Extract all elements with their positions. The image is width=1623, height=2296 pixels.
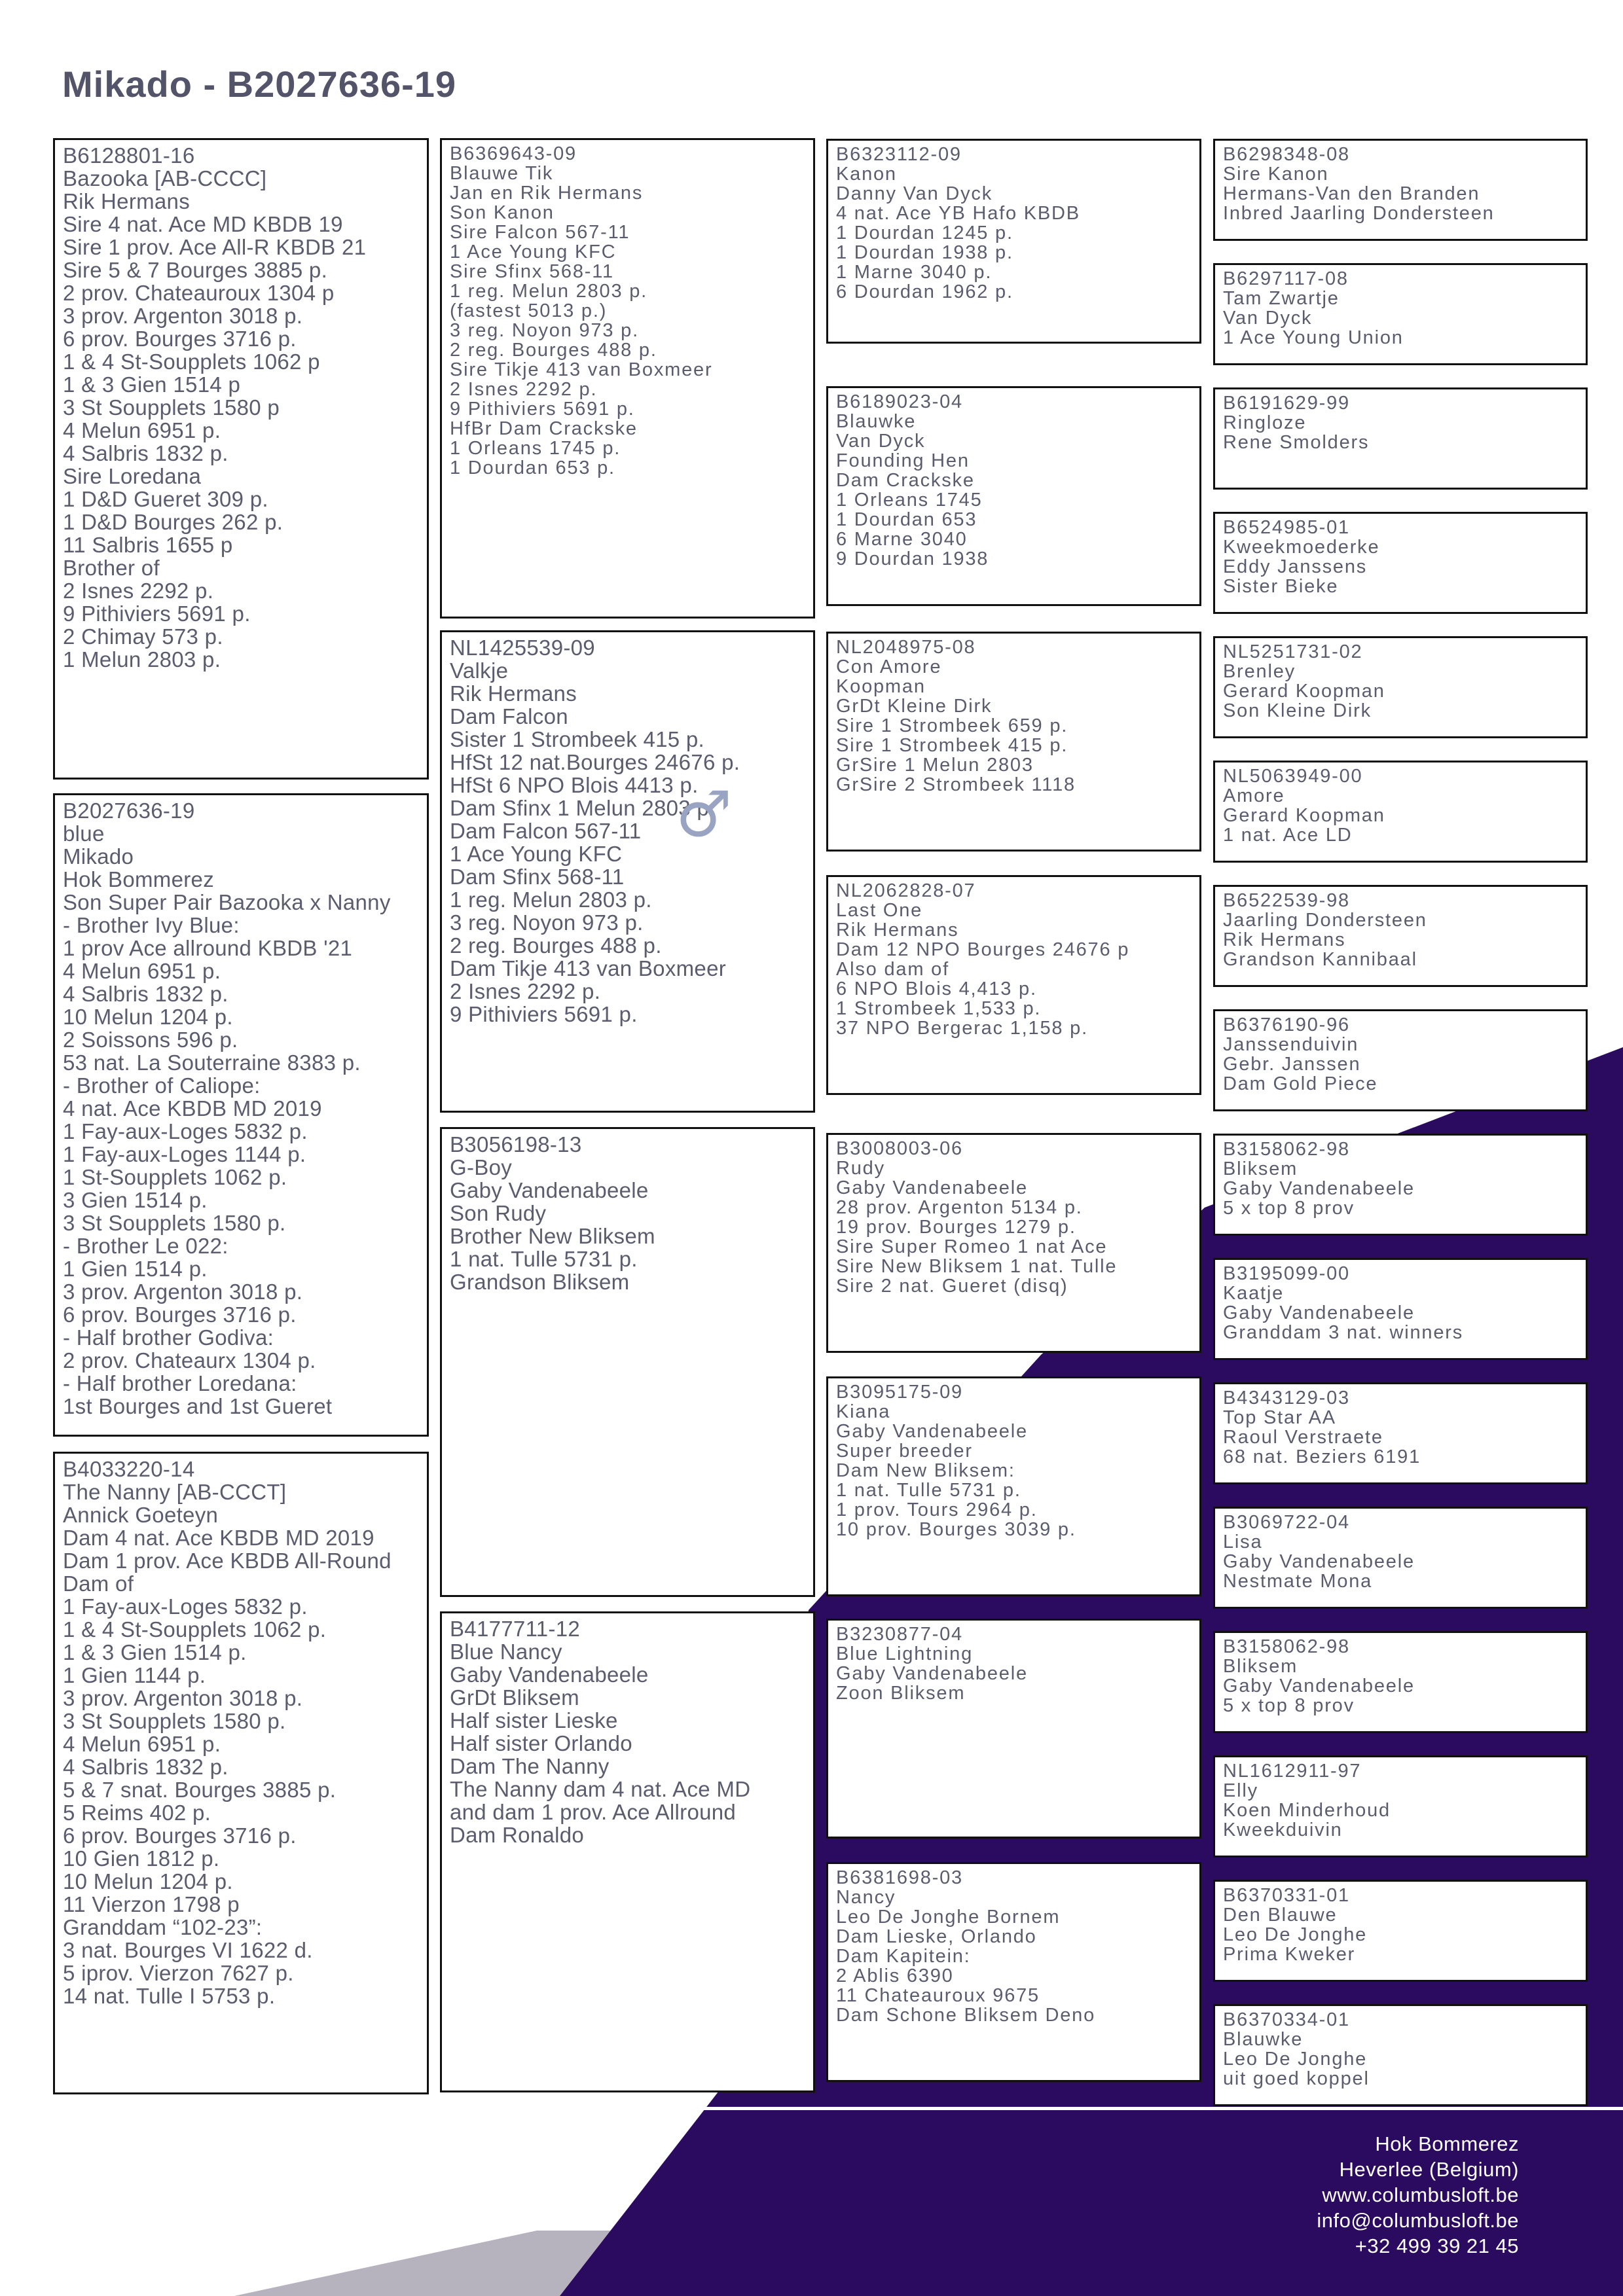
- pedigree-line: 4 Melun 6951 p.: [63, 959, 221, 983]
- pedigree-line: Sire New Bliksem 1 nat. Tulle: [836, 1256, 1118, 1277]
- ring-number: B6369643-09: [450, 143, 577, 164]
- pedigree-line: Rik Hermans: [1223, 929, 1346, 950]
- pedigree-box-B6376190-96: [1213, 1009, 1588, 1111]
- pedigree-line: Grandson Kannibaal: [1223, 949, 1417, 970]
- pedigree-line: Amore: [1223, 785, 1285, 806]
- pedigree-line: Top Star AA: [1223, 1407, 1336, 1428]
- pedigree-line: 1 Strombeek 1,533 p.: [836, 998, 1042, 1019]
- pedigree-line: 3 prov. Argenton 3018 p.: [63, 304, 303, 328]
- pedigree-line: Elly: [1223, 1780, 1258, 1801]
- footer-email: info@columbusloft.be: [1317, 2209, 1519, 2232]
- pedigree-line: 1 Orleans 1745: [836, 490, 983, 511]
- pedigree-line: 6 Marne 3040: [836, 529, 968, 550]
- pedigree-line: Gaby Vandenabeele: [836, 1421, 1028, 1442]
- pedigree-line: Kanon: [836, 164, 897, 185]
- pedigree-line: Mikado: [63, 844, 134, 869]
- pedigree-line: 1 & 4 St-Soupplets 1062 p.: [63, 1617, 327, 1641]
- pedigree-line: (fastest 5013 p.): [450, 300, 608, 321]
- footer-divider-line: [661, 2107, 1623, 2110]
- pedigree-line: Son Super Pair Bazooka x Nanny: [63, 890, 391, 914]
- pedigree-line: Koen Minderhoud: [1223, 1800, 1391, 1821]
- pedigree-line: blue: [63, 821, 105, 846]
- pedigree-line: 3 St Soupplets 1580 p.: [63, 1709, 286, 1733]
- pedigree-line: GrSire 1 Melun 2803: [836, 755, 1034, 776]
- pedigree-line: Janssenduivin: [1223, 1034, 1359, 1055]
- pedigree-box-B6128801-16: [53, 138, 429, 780]
- pedigree-line: 1 Dourdan 1938 p.: [836, 242, 1013, 263]
- pedigree-line: Dam Sfinx 568-11: [450, 865, 625, 889]
- pedigree-line: Gaby Vandenabeele: [1223, 1178, 1415, 1199]
- pedigree-line: Dam 4 nat. Ace KBDB MD 2019: [63, 1526, 374, 1550]
- ring-number: B6376190-96: [1223, 1014, 1350, 1035]
- pedigree-line: 1 nat. Ace LD: [1223, 825, 1353, 846]
- pedigree-box-B6191629-99: [1213, 387, 1588, 490]
- pedigree-line: Blauwke: [1223, 2029, 1304, 2050]
- pedigree-line: Brother New Bliksem: [450, 1224, 655, 1248]
- pedigree-line: Dam The Nanny: [450, 1754, 610, 1778]
- pedigree-line: 2 reg. Bourges 488 p.: [450, 340, 657, 361]
- ring-number: B6524985-01: [1223, 517, 1350, 538]
- pedigree-line: Dam Ronaldo: [450, 1823, 585, 1847]
- pedigree-line: Jaarling Dondersteen: [1223, 910, 1427, 931]
- pedigree-line: Dam Kapitein:: [836, 1946, 971, 1967]
- ring-number: B3069722-04: [1223, 1512, 1350, 1533]
- pedigree-line: G-Boy: [450, 1155, 513, 1179]
- ring-number: B6381698-03: [836, 1867, 963, 1888]
- pedigree-line: Rik Hermans: [63, 189, 191, 213]
- pedigree-line: Son Kleine Dirk: [1223, 700, 1372, 721]
- pedigree-line: 37 NPO Bergerac 1,158 p.: [836, 1018, 1088, 1039]
- pedigree-line: 3 St Soupplets 1580 p: [63, 395, 280, 420]
- pedigree-line: Con Amore: [836, 656, 942, 677]
- pedigree-line: Gaby Vandenabeele: [1223, 1676, 1415, 1696]
- pedigree-line: - Half brother Godiva:: [63, 1325, 274, 1350]
- pedigree-line: Sire Falcon 567-11: [450, 222, 630, 243]
- pedigree-line: Dam Crackske: [836, 470, 975, 491]
- ring-number: B4033220-14: [63, 1457, 195, 1481]
- pedigree-line: 1 & 3 Gien 1514 p.: [63, 1640, 247, 1664]
- pedigree-line: - Brother of Caliope:: [63, 1073, 261, 1098]
- pedigree-line: 3 Gien 1514 p.: [63, 1188, 208, 1212]
- pedigree-line: 28 prov. Argenton 5134 p.: [836, 1197, 1083, 1218]
- footer-phone: +32 499 39 21 45: [1355, 2234, 1519, 2257]
- pedigree-line: Rene Smolders: [1223, 432, 1370, 453]
- pedigree-line: 4 Salbris 1832 p.: [63, 1755, 228, 1779]
- pedigree-line: Dam Tikje 413 van Boxmeer: [450, 956, 727, 980]
- pedigree-line: Son Kanon: [450, 202, 555, 223]
- pedigree-line: GrDt Kleine Dirk: [836, 696, 993, 717]
- pedigree-box-B6298348-08: [1213, 139, 1588, 241]
- pedigree-line: Dam Sfinx 1 Melun 2803 p.: [450, 796, 716, 820]
- pedigree-box-B3056198-13: [440, 1127, 815, 1597]
- pedigree-line: 10 Melun 1204 p.: [63, 1005, 233, 1029]
- pedigree-line: 3 reg. Noyon 973 p.: [450, 320, 639, 341]
- pedigree-line: Sire Kanon: [1223, 164, 1329, 185]
- pedigree-line: Gerard Koopman: [1223, 681, 1385, 702]
- ring-number: B6323112-09: [836, 144, 962, 165]
- pedigree-line: Danny Van Dyck: [836, 183, 993, 204]
- pedigree-line: 1 Orleans 1745 p.: [450, 438, 621, 459]
- pedigree-line: Sire Super Romeo 1 nat Ace: [836, 1236, 1108, 1257]
- pedigree-line: 1 prov. Tours 2964 p.: [836, 1499, 1038, 1520]
- pedigree-line: Gebr. Janssen: [1223, 1054, 1361, 1075]
- pedigree-line: Dam Schone Bliksem Deno: [836, 2005, 1095, 2026]
- pedigree-line: 11 Salbris 1655 p: [63, 533, 233, 557]
- pedigree-line: Bazooka [AB-CCCC]: [63, 166, 267, 190]
- pedigree-line: Gaby Vandenabeele: [1223, 1551, 1415, 1572]
- ring-number: B6522539-98: [1223, 890, 1350, 911]
- pedigree-line: Annick Goeteyn: [63, 1503, 219, 1527]
- pedigree-line: Sire 1 Strombeek 659 p.: [836, 715, 1068, 736]
- pedigree-line: 1 & 3 Gien 1514 p: [63, 372, 241, 397]
- pedigree-line: 1 nat. Tulle 5731 p.: [450, 1247, 638, 1271]
- pedigree-line: Den Blauwe: [1223, 1905, 1338, 1926]
- pedigree-line: 6 Dourdan 1962 p.: [836, 281, 1013, 302]
- pedigree-line: GrDt Bliksem: [450, 1685, 579, 1710]
- ring-number: B2027636-19: [63, 798, 195, 823]
- pedigree-line: 11 Chateauroux 9675: [836, 1985, 1040, 2006]
- pedigree-line: Tam Zwartje: [1223, 288, 1340, 309]
- pedigree-line: Gaby Vandenabeele: [836, 1177, 1028, 1198]
- pedigree-line: Sister Bieke: [1223, 576, 1339, 597]
- pedigree-line: 9 Pithiviers 5691 p.: [450, 1002, 638, 1026]
- pedigree-box-B4033220-14: [53, 1452, 429, 2094]
- pedigree-box-B6369643-09: [440, 138, 815, 619]
- pedigree-box-B3158062-98: [1213, 1134, 1588, 1236]
- pedigree-line: 53 nat. La Souterraine 8383 p.: [63, 1050, 361, 1075]
- pedigree-line: 4 Salbris 1832 p.: [63, 982, 228, 1006]
- pedigree-line: Blue Lightning: [836, 1643, 974, 1664]
- ring-number: B3158062-98: [1223, 1139, 1350, 1160]
- page-title: Mikado - B2027636-19: [62, 63, 457, 105]
- pedigree-box-B3195099-00: [1213, 1258, 1588, 1360]
- pedigree-line: 68 nat. Beziers 6191: [1223, 1446, 1421, 1467]
- pedigree-line: Sister 1 Strombeek 415 p.: [450, 727, 705, 751]
- pedigree-line: Inbred Jaarling Dondersteen: [1223, 203, 1495, 224]
- pedigree-box-B3069722-04: [1213, 1507, 1588, 1609]
- pedigree-line: The Nanny [AB-CCCT]: [63, 1480, 287, 1504]
- pedigree-line: 1 St-Soupplets 1062 p.: [63, 1165, 287, 1189]
- pedigree-line: 10 prov. Bourges 3039 p.: [836, 1519, 1076, 1540]
- pedigree-box-B3230877-04: [826, 1619, 1201, 1839]
- pedigree-line: Sire 2 nat. Gueret (disq): [836, 1276, 1068, 1297]
- pedigree-line: HfSt 12 nat.Bourges 24676 p.: [450, 750, 740, 774]
- pedigree-line: 5 iprov. Vierzon 7627 p.: [63, 1961, 294, 1985]
- ring-number: B3230877-04: [836, 1624, 963, 1645]
- pedigree-line: 3 St Soupplets 1580 p.: [63, 1211, 286, 1235]
- ring-number: B6298348-08: [1223, 144, 1350, 165]
- pedigree-line: 10 Gien 1812 p.: [63, 1846, 220, 1871]
- pedigree-line: Dam Gold Piece: [1223, 1073, 1378, 1094]
- pedigree-line: Sire Tikje 413 van Boxmeer: [450, 359, 713, 380]
- pedigree-line: 9 Pithiviers 5691 p.: [450, 399, 635, 420]
- pedigree-line: 1 D&D Gueret 309 p.: [63, 487, 268, 511]
- pedigree-box-B4177711-12: [440, 1611, 815, 2092]
- pedigree-line: 2 Chimay 573 p.: [63, 624, 223, 649]
- pedigree-line: Blue Nancy: [450, 1640, 562, 1664]
- pedigree-line: Half sister Orlando: [450, 1731, 632, 1755]
- pedigree-line: Brother of: [63, 556, 160, 580]
- pedigree-line: Sire 1 Strombeek 415 p.: [836, 735, 1068, 756]
- pedigree-line: 10 Melun 1204 p.: [63, 1869, 233, 1893]
- ring-number: B3095175-09: [836, 1382, 963, 1403]
- pedigree-box-B6370331-01: [1213, 1880, 1588, 1982]
- pedigree-line: Brenley: [1223, 661, 1296, 682]
- pedigree-line: Blauwke: [836, 411, 917, 432]
- pedigree-box-B6297117-08: [1213, 263, 1588, 365]
- pedigree-line: GrSire 2 Strombeek 1118: [836, 774, 1076, 795]
- pedigree-box-B3095175-09: [826, 1376, 1201, 1596]
- pedigree-line: Bliksem: [1223, 1656, 1298, 1677]
- pedigree-line: 3 nat. Bourges VI 1622 d.: [63, 1938, 313, 1962]
- pedigree-line: Dam 12 NPO Bourges 24676 p: [836, 939, 1130, 960]
- pedigree-line: Rik Hermans: [450, 681, 577, 706]
- pedigree-line: 1 Gien 1144 p.: [63, 1663, 206, 1687]
- pedigree-line: and dam 1 prov. Ace Allround: [450, 1800, 737, 1824]
- pedigree-line: Granddam “102-23”:: [63, 1915, 263, 1939]
- pedigree-line: Sire Sfinx 568-11: [450, 261, 614, 282]
- pedigree-box-NL2048975-08: [826, 632, 1201, 852]
- pedigree-line: Kweekduivin: [1223, 1820, 1343, 1840]
- pedigree-line: Zoon Bliksem: [836, 1683, 966, 1704]
- pedigree-line: Lisa: [1223, 1532, 1263, 1552]
- pedigree-line: 3 prov. Argenton 3018 p.: [63, 1280, 303, 1304]
- pedigree-line: - Half brother Loredana:: [63, 1371, 297, 1395]
- pedigree-line: 6 prov. Bourges 3716 p.: [63, 1823, 297, 1848]
- pedigree-line: Kweekmoederke: [1223, 537, 1380, 558]
- pedigree-line: 11 Vierzon 1798 p: [63, 1892, 240, 1916]
- ring-number: B3008003-06: [836, 1138, 963, 1159]
- pedigree-line: 4 Melun 6951 p.: [63, 418, 221, 442]
- pedigree-line: Sire Loredana: [63, 464, 202, 488]
- pedigree-line: Sire 5 & 7 Bourges 3885 p.: [63, 258, 328, 282]
- pedigree-line: Nancy: [836, 1887, 896, 1908]
- ring-number: B6297117-08: [1223, 268, 1349, 289]
- pedigree-line: 1 Fay-aux-Loges 5832 p.: [63, 1594, 308, 1619]
- footer-website: www.columbusloft.be: [1322, 2183, 1519, 2206]
- pedigree-line: Dam Lieske, Orlando: [836, 1926, 1037, 1947]
- pedigree-line: Hermans-Van den Branden: [1223, 183, 1480, 204]
- pedigree-line: 2 prov. Chateaurx 1304 p.: [63, 1348, 316, 1372]
- pedigree-box-B6189023-04: [826, 386, 1201, 606]
- pedigree-line: 4 nat. Ace KBDB MD 2019: [63, 1096, 322, 1121]
- male-gender-icon: ♂: [676, 778, 733, 851]
- ring-number: B4177711-12: [450, 1617, 581, 1641]
- pedigree-line: 6 prov. Bourges 3716 p.: [63, 327, 297, 351]
- footer-location: Heverlee (Belgium): [1339, 2158, 1519, 2181]
- pedigree-box-B6370334-01: [1213, 2004, 1588, 2106]
- pedigree-box-B3008003-06: [826, 1133, 1201, 1353]
- pedigree-line: Koopman: [836, 676, 926, 697]
- pedigree-line: HfBr Dam Crackske: [450, 418, 638, 439]
- pedigree-line: 1 Dourdan 653 p.: [450, 457, 615, 478]
- ring-number: NL5063949-00: [1223, 766, 1363, 787]
- pedigree-line: Dam 1 prov. Ace KBDB All-Round: [63, 1549, 392, 1573]
- pedigree-line: Dam of: [63, 1571, 134, 1596]
- pedigree-line: 2 Isnes 2292 p.: [450, 379, 598, 400]
- pedigree-line: 5 x top 8 prov: [1223, 1198, 1355, 1219]
- pedigree-line: 3 reg. Noyon 973 p.: [450, 910, 644, 935]
- footer-contact-block: [1317, 2131, 1519, 2259]
- pedigree-line: Eddy Janssens: [1223, 556, 1368, 577]
- pedigree-line: Prima Kweker: [1223, 1944, 1356, 1965]
- pedigree-line: - Brother Ivy Blue:: [63, 913, 240, 937]
- pedigree-line: Leo De Jonghe: [1223, 1924, 1368, 1945]
- pedigree-line: Super breeder: [836, 1441, 973, 1462]
- pedigree-line: 1 Fay-aux-Loges 5832 p.: [63, 1119, 308, 1143]
- pedigree-box-NL5251731-02: [1213, 636, 1588, 738]
- ring-number: B3195099-00: [1223, 1263, 1350, 1284]
- pedigree-line: 4 Salbris 1832 p.: [63, 441, 228, 465]
- pedigree-line: 1 Ace Young KFC: [450, 242, 617, 262]
- pedigree-line: 2 prov. Chateauroux 1304 p: [63, 281, 335, 305]
- pedigree-line: Dam Falcon: [450, 704, 568, 728]
- ring-number: NL1612911-97: [1223, 1761, 1362, 1782]
- pedigree-line: Also dam of: [836, 959, 949, 980]
- pedigree-line: 4 Melun 6951 p.: [63, 1732, 221, 1756]
- ring-number: B6370331-01: [1223, 1885, 1350, 1906]
- pedigree-line: Dam New Bliksem:: [836, 1460, 1015, 1481]
- pedigree-line: 2 Soissons 596 p.: [63, 1028, 238, 1052]
- pedigree-line: Last One: [836, 900, 923, 921]
- pedigree-box-B3158062-98: [1213, 1631, 1588, 1733]
- pedigree-line: Dam Falcon 567-11: [450, 819, 642, 843]
- pedigree-line: 1st Bourges and 1st Gueret: [63, 1394, 333, 1418]
- ring-number: B6128801-16: [63, 143, 195, 168]
- pedigree-line: 14 nat. Tulle I 5753 p.: [63, 1984, 276, 2008]
- pedigree-line: Grandson Bliksem: [450, 1270, 630, 1294]
- pedigree-box-B6522539-98: [1213, 885, 1588, 987]
- pedigree-line: Gerard Koopman: [1223, 805, 1385, 826]
- ring-number: NL5251731-02: [1223, 641, 1363, 662]
- pedigree-box-B6323112-09: [826, 139, 1201, 344]
- pedigree-line: Ringloze: [1223, 412, 1307, 433]
- pedigree-box-B2027636-19: [53, 793, 429, 1437]
- pedigree-line: 2 Isnes 2292 p.: [450, 979, 601, 1003]
- pedigree-line: Hok Bommerez: [63, 867, 214, 891]
- pedigree-line: Kaatje: [1223, 1283, 1285, 1304]
- pedigree-line: 5 Reims 402 p.: [63, 1801, 211, 1825]
- pedigree-line: 6 prov. Bourges 3716 p.: [63, 1302, 297, 1327]
- pedigree-line: Gaby Vandenabeele: [1223, 1302, 1415, 1323]
- pedigree-box-NL5063949-00: [1213, 761, 1588, 863]
- pedigree-line: 6 NPO Blois 4,413 p.: [836, 978, 1037, 999]
- pedigree-line: Blauwe Tik: [450, 163, 554, 184]
- pedigree-line: Raoul Verstraete: [1223, 1427, 1383, 1448]
- pedigree-line: uit goed koppel: [1223, 2068, 1370, 2089]
- pedigree-line: Van Dyck: [1223, 308, 1313, 329]
- pedigree-line: 1 Fay-aux-Loges 1144 p.: [63, 1142, 306, 1166]
- pedigree-line: 5 & 7 snat. Bourges 3885 p.: [63, 1778, 337, 1802]
- pedigree-line: 1 Dourdan 1245 p.: [836, 223, 1013, 243]
- pedigree-line: 4 nat. Ace YB Hafo KBDB: [836, 203, 1080, 224]
- pedigree-line: Granddam 3 nat. winners: [1223, 1322, 1464, 1343]
- pedigree-box-NL1425539-09: [440, 630, 815, 1113]
- pedigree-line: 5 x top 8 prov: [1223, 1695, 1355, 1716]
- pedigree-line: 1 Gien 1514 p.: [63, 1257, 208, 1281]
- ring-number: B6189023-04: [836, 391, 963, 412]
- pedigree-line: 2 reg. Bourges 488 p.: [450, 933, 662, 958]
- pedigree-line: 9 Dourdan 1938: [836, 548, 989, 569]
- pedigree-box-B6524985-01: [1213, 512, 1588, 614]
- footer-loft-name: Hok Bommerez: [1375, 2132, 1519, 2155]
- pedigree-line: Half sister Lieske: [450, 1708, 618, 1732]
- pedigree-line: The Nanny dam 4 nat. Ace MD: [450, 1777, 751, 1801]
- pedigree-line: Kiana: [836, 1401, 891, 1422]
- pedigree-line: Nestmate Mona: [1223, 1571, 1373, 1592]
- pedigree-line: Leo De Jonghe Bornem: [836, 1907, 1061, 1928]
- pedigree-line: 2 Isnes 2292 p.: [63, 579, 214, 603]
- pedigree-line: 1 Melun 2803 p.: [63, 647, 221, 672]
- pedigree-box-NL2062828-07: [826, 875, 1201, 1095]
- pedigree-line: Gaby Vandenabeele: [450, 1662, 649, 1687]
- ring-number: B3056198-13: [450, 1132, 582, 1157]
- pedigree-line: Van Dyck: [836, 431, 926, 452]
- ring-number: B6191629-99: [1223, 393, 1350, 414]
- pedigree-line: Leo De Jonghe: [1223, 2049, 1368, 2070]
- pedigree-box-NL1612911-97: [1213, 1755, 1588, 1857]
- pedigree-line: 9 Pithiviers 5691 p.: [63, 601, 251, 626]
- pedigree-line: 1 Ace Young KFC: [450, 842, 623, 866]
- pedigree-line: Son Rudy: [450, 1201, 547, 1225]
- pedigree-line: HfSt 6 NPO Blois 4413 p.: [450, 773, 699, 797]
- pedigree-line: Bliksem: [1223, 1158, 1298, 1179]
- ring-number: B3158062-98: [1223, 1636, 1350, 1657]
- pedigree-line: 2 Ablis 6390: [836, 1965, 954, 1986]
- pedigree-line: 19 prov. Bourges 1279 p.: [836, 1217, 1076, 1238]
- pedigree-line: 1 reg. Melun 2803 p.: [450, 281, 648, 302]
- ring-number: NL2062828-07: [836, 880, 976, 901]
- pedigree-line: Valkje: [450, 658, 509, 683]
- pedigree-box-B4343129-03: [1213, 1382, 1588, 1484]
- pedigree-line: Gaby Vandenabeele: [450, 1178, 649, 1202]
- pedigree-line: Founding Hen: [836, 450, 970, 471]
- pedigree-line: Sire 1 prov. Ace All-R KBDB 21: [63, 235, 367, 259]
- pedigree-line: Gaby Vandenabeele: [836, 1663, 1028, 1684]
- pedigree-box-B6381698-03: [826, 1862, 1201, 2082]
- pedigree-line: Jan en Rik Hermans: [450, 183, 644, 204]
- pedigree-line: 1 & 4 St-Soupplets 1062 p: [63, 350, 320, 374]
- pedigree-line: 1 Dourdan 653: [836, 509, 977, 530]
- pedigree-line: 3 prov. Argenton 3018 p.: [63, 1686, 303, 1710]
- pedigree-line: 1 prov Ace allround KBDB '21: [63, 936, 353, 960]
- pedigree-line: Rik Hermans: [836, 920, 959, 941]
- ring-number: NL2048975-08: [836, 637, 976, 658]
- ring-number: B4343129-03: [1223, 1388, 1350, 1408]
- pedigree-line: Rudy: [836, 1158, 885, 1179]
- pedigree-line: 1 D&D Bourges 262 p.: [63, 510, 283, 534]
- pedigree-line: Sire 4 nat. Ace MD KBDB 19: [63, 212, 343, 236]
- pedigree-line: - Brother Le 022:: [63, 1234, 228, 1258]
- pedigree-line: 1 reg. Melun 2803 p.: [450, 888, 652, 912]
- pedigree-line: 1 Marne 3040 p.: [836, 262, 993, 283]
- pedigree-line: 1 Ace Young Union: [1223, 327, 1404, 348]
- pedigree-line: 1 nat. Tulle 5731 p.: [836, 1480, 1021, 1501]
- ring-number: NL1425539-09: [450, 636, 595, 660]
- ring-number: B6370334-01: [1223, 2009, 1350, 2030]
